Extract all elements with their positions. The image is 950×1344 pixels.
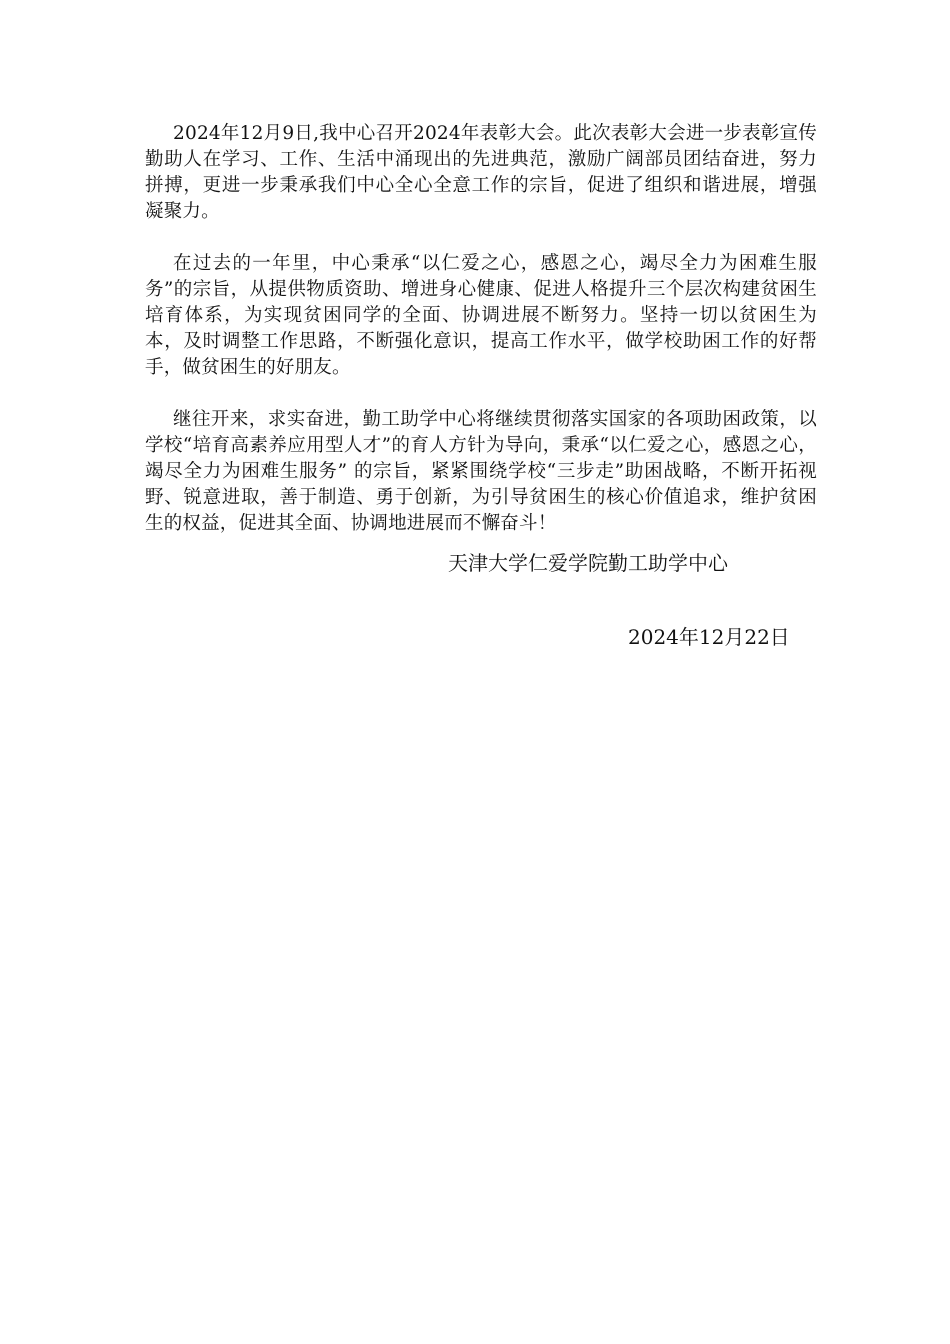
signature-organization: 天津大学仁爱学院勤工助学中心: [448, 551, 728, 575]
paragraph-future-plan: 继往开来，求实奋进，勤工助学中心将继续贯彻落实国家的各项助困政策，以学校“培育高素养应用型人才”的育人方针为导向，秉承“以仁爱之心，感恩之心，竭尽全力为困难生服务” 的宗旨，紧紧围绕学校“三步走”助困战略，不断开拓视野、锐意进取，善于制造、勇于创新，为引导贫困生的核心价值追求，维护贫困生的权益，促进其全面、协调地进展而不懈奋斗！: [145, 409, 817, 534]
paragraph-commendation-meeting: 2024年12月9日,我中心召开2024年表彰大会。此次表彰大会进一步表彰宣传勤助人在学习、工作、生活中涌现出的先进典范，激励广阔部员团结奋进，努力拼搏，更进一步秉承我们中心全心全意工作的宗旨，促进了组织和谐进展，增强凝聚力。: [145, 123, 817, 222]
signature-date: 2024年12月22日: [628, 625, 790, 649]
document-body: [145, 121, 817, 563]
paragraph-past-year: 在过去的一年里，中心秉承“以仁爱之心，感恩之心，竭尽全力为困难生服务”的宗旨，从提供物质资助、增进身心健康、促进人格提升三个层次构建贫困生培育体系，为实现贫困同学的全面、协调进展不断努力。坚持一切以贫困生为本，及时调整工作思路，不断强化意识，提高工作水平，做学校助困工作的好帮手，做贫困生的好朋友。: [145, 253, 817, 378]
